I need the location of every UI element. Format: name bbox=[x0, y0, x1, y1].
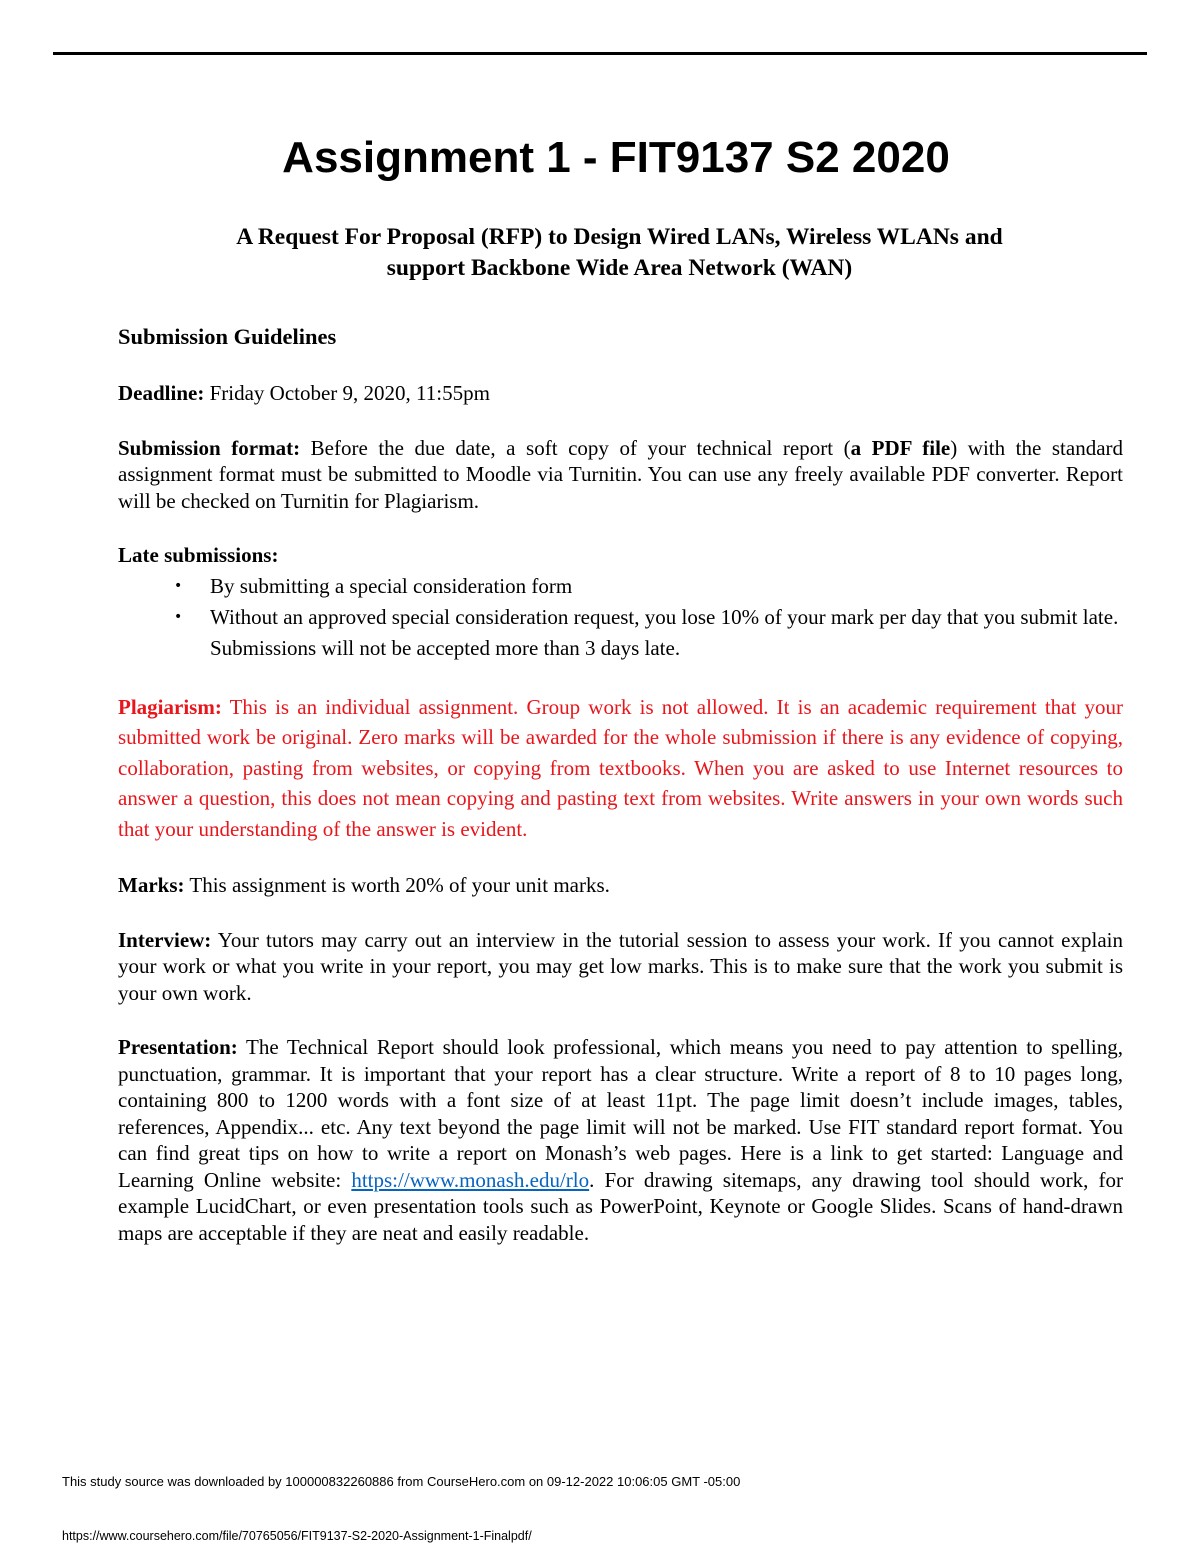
late-submissions-label bbox=[118, 542, 1123, 569]
top-horizontal-rule bbox=[53, 52, 1147, 55]
plagiarism-label: Plagiarism: bbox=[118, 694, 222, 719]
marks-label: Marks: bbox=[118, 873, 185, 897]
presentation-paragraph bbox=[118, 1034, 1123, 1246]
presentation-text-after: . For drawing sitemaps, any drawing tool should work, for example LucidChart, or even presentation tools such as PowerPoint, Keynote or Google Slides. Scans of hand-drawn maps are acceptable if they are neat and easily readable. bbox=[118, 1167, 1124, 1245]
presentation-label: Presentation: bbox=[118, 1035, 238, 1059]
interview-text: Your tutors may carry out an interview in the tutorial session to assess your work. If you cannot explain your work or what you write in your report, you may get low marks. This is to make sure that the work you submit is your own work. bbox=[118, 927, 1123, 1005]
bullet-icon: • bbox=[174, 577, 183, 594]
document-title: Assignment 1 - FIT9137 S2 2020 bbox=[282, 133, 950, 182]
document-body bbox=[118, 321, 1123, 1246]
list-item-text: By submitting a special consideration form bbox=[210, 573, 573, 598]
submission-format-text-after: ) with the standard assignment format must be submitted to Moodle via Turnitin. You can use any freely available PDF converter. Report will be checked on Turnitin for Plagiarism. bbox=[118, 435, 1124, 513]
interview-label: Interview: bbox=[118, 927, 212, 952]
submission-format-paragraph bbox=[118, 435, 1123, 515]
deadline-paragraph bbox=[118, 380, 1123, 407]
marks-text: This assignment is worth 20% of your unit marks. bbox=[184, 873, 610, 897]
marks-paragraph bbox=[118, 872, 1123, 899]
interview-paragraph bbox=[118, 927, 1123, 1007]
download-note: This study source was downloaded by 100000832260886 from CourseHero.com on 09-12-2022 10:06:05 GMT -05:00 bbox=[62, 1474, 741, 1489]
list-item-text: Without an approved special consideration request, you lose 10% of your mark per day that you submit late. Submissions will not be accepted more than 3 days late. bbox=[210, 604, 1119, 660]
source-url: https://www.coursehero.com/file/70765056/FIT9137-S2-2020-Assignment-1-Finalpdf/ bbox=[62, 1529, 532, 1543]
subtitle-line-1: A Request For Proposal (RFP) to Design Wired LANs, Wireless WLANs and bbox=[236, 224, 1003, 250]
document-subtitle bbox=[118, 222, 1121, 284]
section-heading: Submission Guidelines bbox=[118, 324, 337, 349]
submission-format-bold: a PDF file bbox=[850, 435, 951, 460]
late-submissions-list bbox=[118, 571, 1123, 664]
plagiarism-paragraph bbox=[118, 692, 1123, 845]
deadline-label: Deadline: bbox=[118, 381, 205, 405]
subtitle-line-2: support Backbone Wide Area Network (WAN) bbox=[386, 255, 853, 281]
deadline-text: Friday October 9, 2020, 11:55pm bbox=[204, 381, 490, 405]
submission-format-label: Submission format: bbox=[118, 435, 301, 460]
list-item bbox=[174, 571, 1123, 602]
bullet-icon: • bbox=[174, 608, 183, 625]
submission-format-text-before: Before the due date, a soft copy of your technical report ( bbox=[300, 435, 851, 460]
presentation-text-before: The Technical Report should look professional, which means you need to pay attention to spelling, punctuation, grammar. It is important that your report has a clear structure. Write a report of 8 to 10 pages long, containing 800 to 1200 words with a font size of at least 11pt. The page limit doesn’t include images, tables, references, Appendix... etc. Any text beyond the page limit will not be marked. Use FIT standard report format. You can find great tips on how to write a report on Monash’s web pages. Here is a link to get started: Language and Learning Online website: bbox=[118, 1035, 1123, 1192]
list-item bbox=[174, 602, 1123, 664]
monash-rlo-link[interactable]: https://www.monash.edu/rlo bbox=[351, 1167, 590, 1192]
plagiarism-text: This is an individual assignment. Group work is not allowed. It is an academic requirement that your submitted work be original. Zero marks will be awarded for the whole submission if there is any evidence of copying, collaboration, pasting from websites, or copying from textbooks. When you are asked to use Internet resources to answer a question, this does not mean copying and pasting text from websites. Write answers in your own words such that your understanding of the answer is evident. bbox=[118, 694, 1123, 841]
late-submissions-heading: Late submissions: bbox=[118, 543, 279, 567]
